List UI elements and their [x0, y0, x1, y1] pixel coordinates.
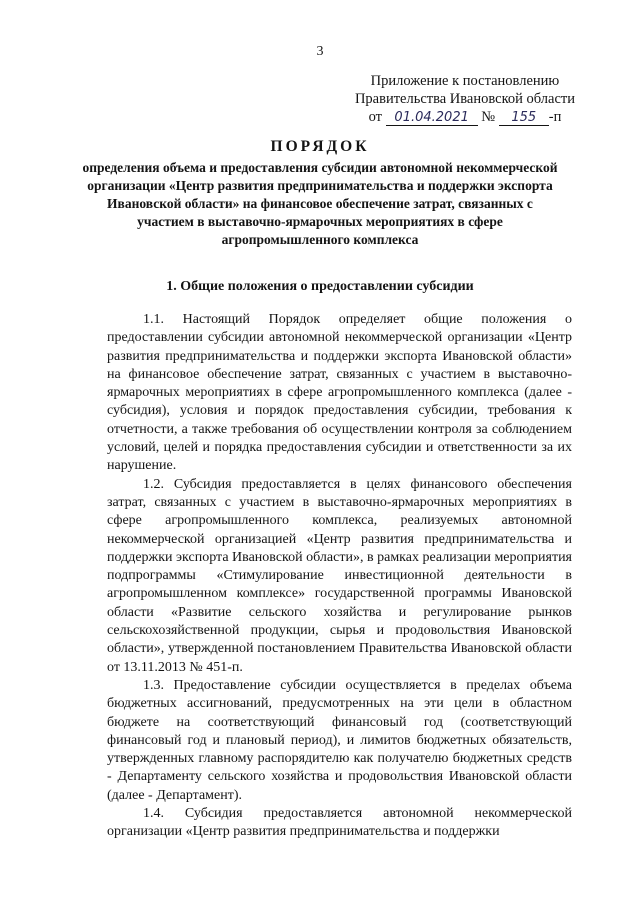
paragraph-1-2: 1.2. Субсидия предоставляется в целях финансового обеспечения затрат, связанных с участием в выставочно-ярмарочных мероприятиях в сфере агропромышленного комплекса, реализуемых автономной некоммерческой организацией «Центр развития предпринимательства и поддержки экспорта Ивановской области», в рамках реализации мероприятия подпрограммы «Стимулирование инвестиционной деятельности в агропромышленном комплексе» государственной программы Ивановской области «Развитие сельского хозяйства и регулирование рынков сельскохозяйственной продукции, сырья и продовольствия Ивановской области», утвержденной постановлением Правительства Ивановской области от 13.11.2013 № 451-п.	[107, 476, 572, 675]
document-body	[107, 311, 572, 842]
number-label: №	[481, 109, 496, 125]
number-suffix: -п	[548, 109, 562, 125]
page-number: 3	[316, 44, 324, 59]
appendix-line-3	[355, 108, 575, 126]
appendix-block	[355, 72, 575, 126]
document-title: ПОРЯДОК	[270, 138, 370, 155]
paragraph-1-4: 1.4. Субсидия предоставляется автономной некоммерческой организации «Центр развития предпринимательства и поддержки	[107, 806, 572, 840]
appendix-line-2: Правительства Ивановской области	[354, 91, 575, 107]
appendix-line-1: Приложение к постановлению	[370, 73, 560, 89]
document-subtitle: определения объема и предоставления субсидии автономной некоммерческой организации «Центр развития предпринимательства и поддержки экспорта Ивановской области» на финансовое обеспечение затрат, связанных с участием в выставочно-ярмарочных мероприятиях в сфере агропромышленного комплекса	[82, 160, 558, 247]
paragraph-1-3: 1.3. Предоставление субсидии осуществляется в пределах объема бюджетных ассигнований, предусмотренных на эти цели в областном бюджете на соответствующий финансовый год (соответствующий финансовый год и плановый период), и лимитов бюджетных обязательств, утвержденных главному распорядителю как получателю бюджетных средств - Департаменту сельского хозяйства и продовольствия Ивановской области (далее - Департамент).	[107, 677, 572, 803]
section-heading: 1. Общие положения о предоставлении субсидии	[166, 279, 474, 294]
handwritten-number: 155	[499, 111, 549, 126]
paragraph-1-1: 1.1. Настоящий Порядок определяет общие положения о предоставлении субсидии автономной некоммерческой организации «Центр развития предпринимательства и поддержки экспорта Ивановской области» на финансовое обеспечение затрат, связанных с участием в выставочно-ярмарочных мероприятиях в сфере агропромышленного комплекса (далее - субсидия), условия и порядок предоставления субсидии, требования к отчетности, а также требования об осуществлении контроля за соблюдением условий, целей и порядка предоставления субсидии и ответственности за их нарушение.	[107, 312, 572, 474]
handwritten-date: 01.04.2021	[386, 111, 478, 126]
from-label: от	[368, 109, 383, 125]
